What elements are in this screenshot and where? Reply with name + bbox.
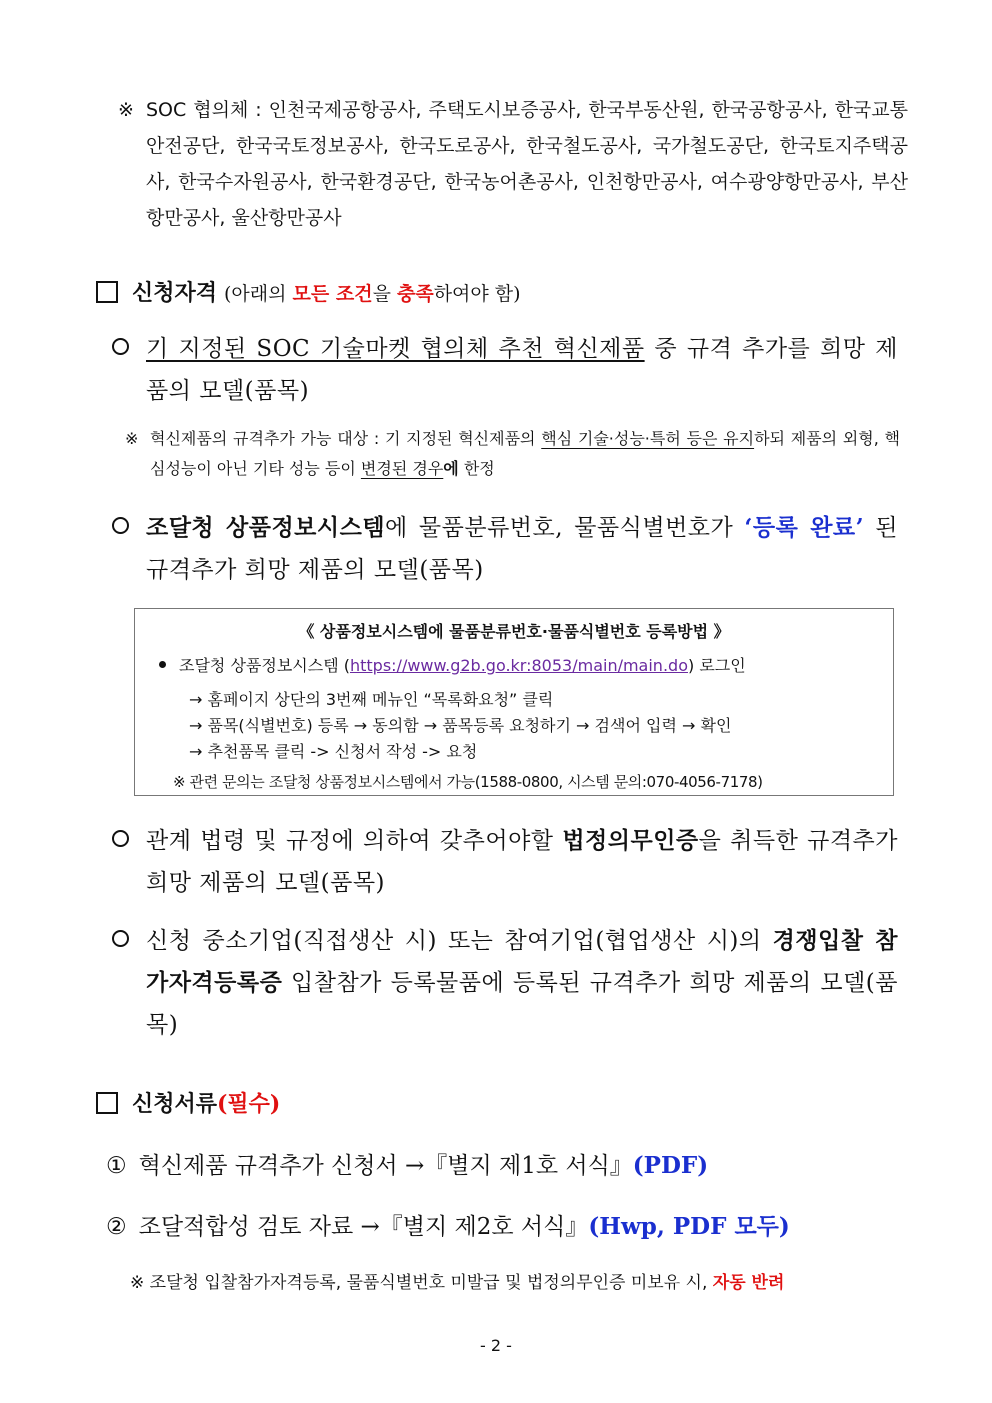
document-1-text: 혁신제품 규격추가 신청서 →『별지 제1호 서식』 <box>138 1153 633 1179</box>
documents-heading <box>96 1087 280 1118</box>
item3-text: 관계 법령 및 규정에 의하여 갖추어야할 <box>146 828 563 854</box>
registration-line-1 <box>159 653 746 676</box>
condition-text: 을 <box>372 283 397 305</box>
documents-title: 신청서류 <box>132 1091 218 1117</box>
item1-underlined: 기 지정된 SOC 기술마켓 협의체 추천 혁신제품 <box>146 336 645 362</box>
item1-text: 중 규격 추가를 희망 제품의 모델(품목) <box>146 336 898 404</box>
auto-reject-red: 자동 반려 <box>712 1273 785 1293</box>
item4-text: 신청 중소기업(직접생산 시) 또는 참여기업(협업생산 시)의 <box>146 928 773 954</box>
page-number: - 2 - <box>480 1336 512 1355</box>
qualification-item-3 <box>108 820 898 904</box>
g2b-link[interactable]: https://www.g2b.go.kr:8053/main/main.do <box>349 656 688 675</box>
rejection-text: 조달청 입찰참가자격등록, 물품식별번호 미발급 및 법정의무인증 미보유 시, <box>149 1273 713 1293</box>
registration-inquiry-note: ※ 관련 문의는 조달청 상품정보시스템에서 가능(1588-0800, 시스템 문의:070-4056-7178) <box>173 773 763 791</box>
item4-bold-certificate: 경쟁입찰 참가자격등록증 <box>146 927 898 996</box>
document-item-2 <box>106 1208 790 1241</box>
soc-consortium-note <box>118 92 908 236</box>
reg-text: ) 로그인 <box>687 656 746 675</box>
qualification-item-4 <box>108 920 898 1046</box>
condition-meet-red: 충족 <box>396 283 434 305</box>
circle-bullet-icon <box>112 930 129 947</box>
note-text: 혁신제품의 규격추가 가능 대상 : 기 지정된 혁신제품의 <box>150 429 542 448</box>
rejection-note <box>130 1268 784 1293</box>
qualification-item-1 <box>108 328 898 412</box>
note-text: 하되 제품의 외형, 핵심성능이 아닌 기타 성능 등이 <box>150 429 900 478</box>
condition-text: 하여야 함) <box>433 283 521 305</box>
item2-text: 에 물품분류번호, 물품식별번호가 <box>385 515 745 541</box>
item3-bold-certification: 법정의무인증 <box>562 827 699 854</box>
document-item-1 <box>106 1147 708 1180</box>
registration-line-3: → 품목(식별번호) 등록 → 동의함 → 품목등록 요청하기 → 검색어 입력 → 확인 <box>189 716 732 735</box>
registration-line-4: → 추천품목 클릭 -> 신청서 작성 -> 요청 <box>189 742 478 761</box>
documents-required-red: (필수) <box>217 1091 281 1117</box>
document-2-format: (Hwp, PDF 모두) <box>588 1213 790 1240</box>
qualification-heading <box>96 276 521 307</box>
reference-mark: ※ <box>118 99 134 121</box>
condition-text: (아래의 <box>224 283 293 305</box>
qualification-title: 신청자격 <box>132 280 218 306</box>
document-1-format: (PDF) <box>632 1152 709 1179</box>
item4-text: 입찰참가 등록물품에 등록된 규격추가 희망 제품의 모델(품목) <box>146 970 898 1038</box>
item2-bold-system: 조달청 상품정보시스템 <box>146 514 386 541</box>
item2-registered-blue: ‘등록 완료’ <box>744 514 865 541</box>
circle-bullet-icon <box>112 517 129 534</box>
soc-consortium-text: SOC 협의체 : 인천국제공항공사, 주택도시보증공사, 한국부동산원, 한국공항공사, 한국교통안전공단, 한국국토정보공사, 한국도로공사, 한국철도공사, 국가철도공단, 한국토지주택공사, 한국수자원공사, 한국환경공단, 한국농어촌공사, 인천항만공사, 여수광양항만공사, 부산항만공사, 울산항만공사 <box>146 99 908 229</box>
note-bold: 에 <box>443 459 459 478</box>
item3-text: 을 취득한 규격추가 희망 제품의 모델(품목) <box>146 828 898 896</box>
circle-bullet-icon <box>112 830 129 847</box>
square-bullet-icon <box>96 1092 118 1114</box>
note-underlined-changed: 변경된 경우 <box>360 459 444 478</box>
qualification-item-2 <box>108 507 898 591</box>
registration-box-title: 《 상품정보시스템에 물품분류번호·물품식별번호 등록방법 》 <box>298 622 730 641</box>
circle-bullet-icon <box>112 338 129 355</box>
condition-all-red: 모든 조건 <box>292 283 373 305</box>
reg-text: 조달청 상품정보시스템 ( <box>179 656 350 675</box>
number-marker: ① <box>106 1153 127 1179</box>
reference-mark: ※ <box>125 429 139 448</box>
square-bullet-icon <box>96 281 118 303</box>
registration-line-2: → 홈페이지 상단의 3번째 메뉴인 “목록화요청” 클릭 <box>189 690 554 709</box>
dot-bullet-icon <box>159 661 166 668</box>
document-2-text: 조달적합성 검토 자료 →『별지 제2호 서식』 <box>138 1214 589 1240</box>
note-text: 한정 <box>458 459 495 478</box>
note-underlined-core: 핵심 기술·성능·특허 등은 유지 <box>541 429 755 448</box>
spec-addition-note <box>125 424 900 484</box>
number-marker: ② <box>106 1214 127 1240</box>
item2-text: 된 규격추가 희망 제품의 모델(품목) <box>146 515 899 583</box>
registration-method-box <box>134 608 894 796</box>
reference-mark: ※ <box>130 1273 145 1293</box>
